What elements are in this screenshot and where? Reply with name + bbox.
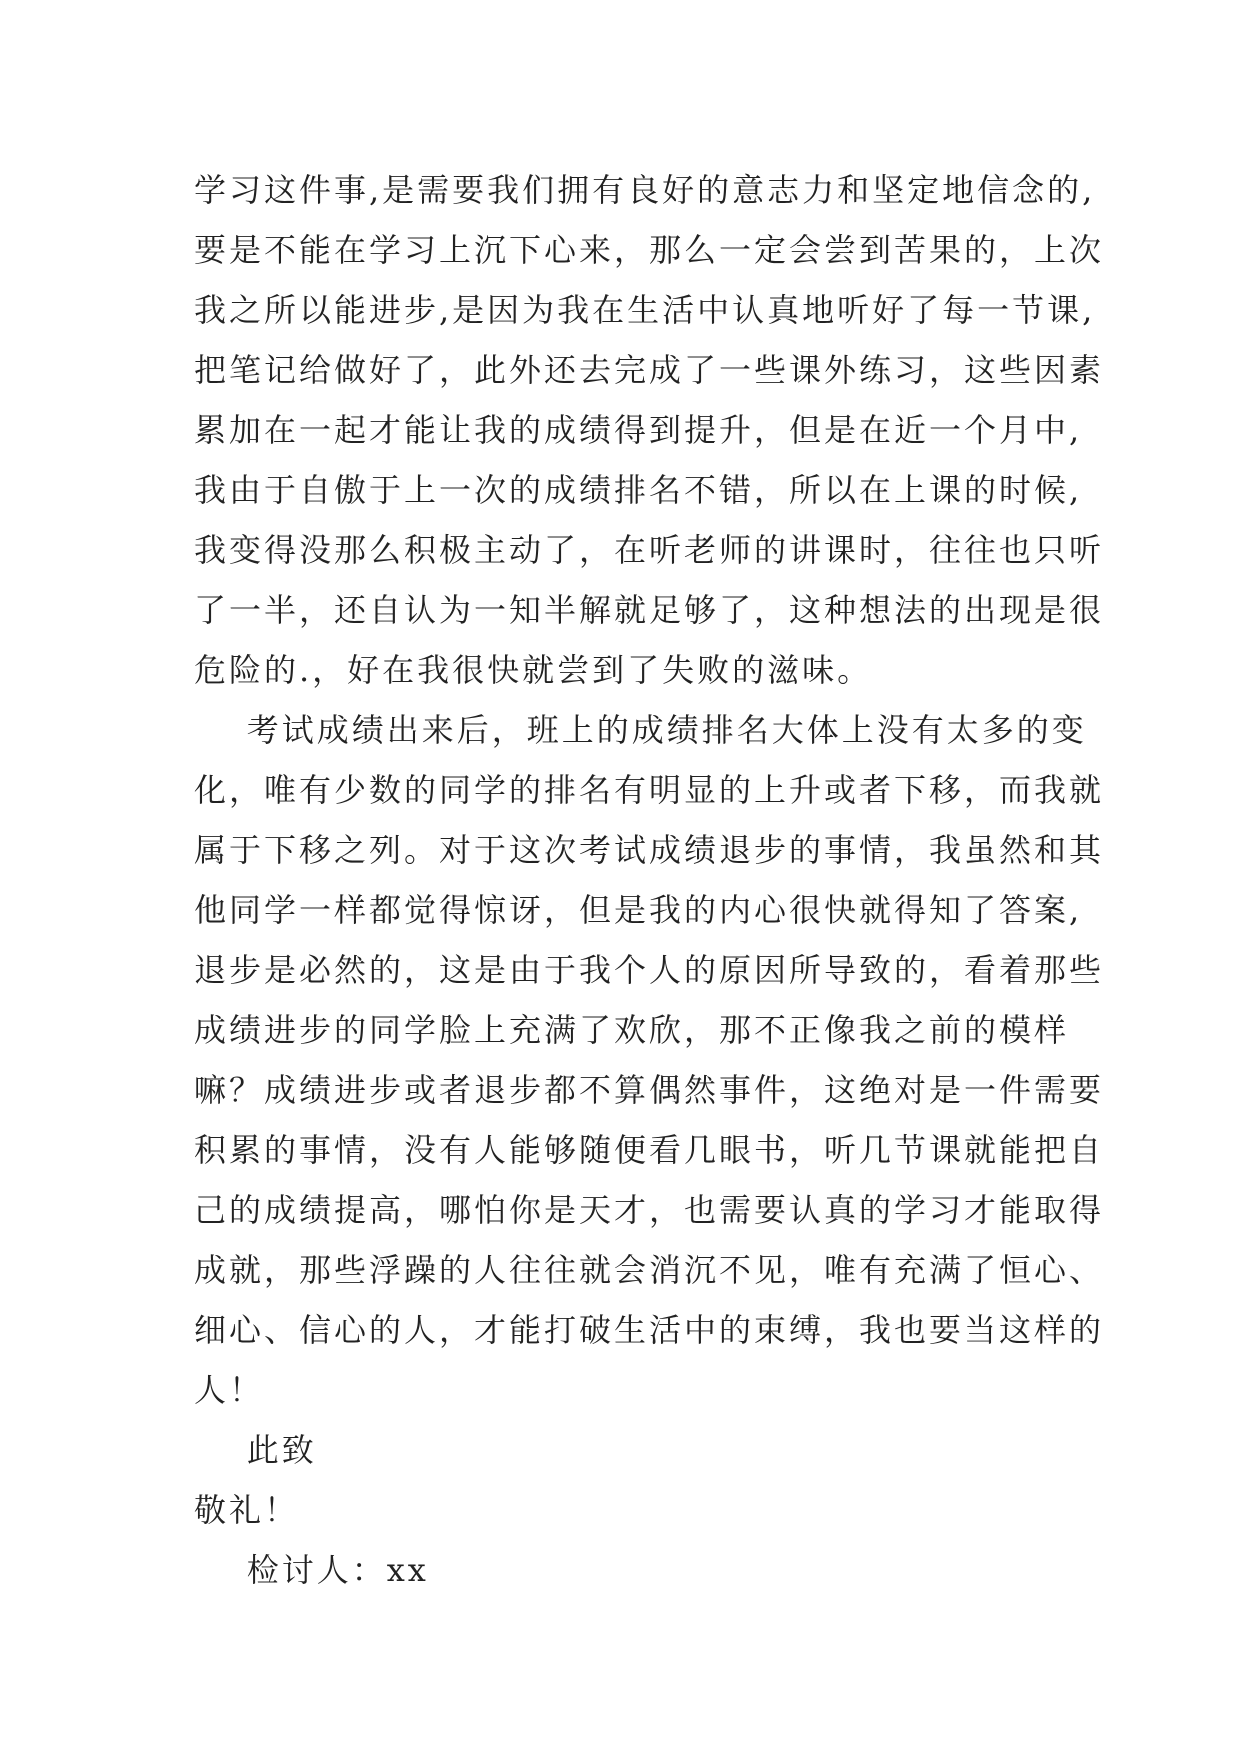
- salutation-line: 此致: [194, 1431, 317, 1469]
- body-line: 退步是必然的，这是由于我个人的原因所导致的，看着那些: [194, 951, 1105, 989]
- body-line: 化，唯有少数的同学的排名有明显的上升或者下移，而我就: [194, 771, 1105, 809]
- body-line: 成绩进步的同学脸上充满了欢欣，那不正像我之前的模样: [194, 1011, 1070, 1049]
- body-line: 我由于自傲于上一次的成绩排名不错，所以在上课的时候,: [194, 471, 1083, 509]
- body-line: 考试成绩出来后，班上的成绩排名大体上没有太多的变: [194, 711, 1087, 749]
- body-line: 细心、信心的人，才能打破生活中的束缚，我也要当这样的: [194, 1311, 1105, 1349]
- document-body: [194, 160, 1105, 1600]
- body-line: 了一半，还自认为一知半解就足够了，这种想法的出现是很: [194, 591, 1105, 629]
- body-line: 把笔记给做好了，此外还去完成了一些课外练习，这些因素: [194, 351, 1105, 389]
- body-line: 危险的.，好在我很快就尝到了失败的滋味。: [194, 651, 873, 689]
- body-line: 己的成绩提高，哪怕你是天才，也需要认真的学习才能取得: [194, 1191, 1105, 1229]
- body-line: 我之所以能进步,是因为我在生活中认真地听好了每一节课,: [194, 291, 1096, 329]
- body-line: 属于下移之列。对于这次考试成绩退步的事情，我虽然和其: [194, 831, 1105, 869]
- body-line: 嘛？成绩进步或者退步都不算偶然事件，这绝对是一件需要: [194, 1071, 1105, 1109]
- body-line: 成就，那些浮躁的人往往就会消沉不见，唯有充满了恒心、: [194, 1251, 1105, 1289]
- body-line: 学习这件事,是需要我们拥有良好的意志力和坚定地信念的,: [194, 171, 1096, 209]
- body-line: 要是不能在学习上沉下心来，那么一定会尝到苦果的，上次: [194, 231, 1105, 269]
- body-line: 人！: [194, 1371, 265, 1409]
- body-line: 累加在一起才能让我的成绩得到提升，但是在近一个月中,: [194, 411, 1083, 449]
- body-line: 我变得没那么积极主动了，在听老师的讲课时，往往也只听: [194, 531, 1105, 569]
- body-line: 积累的事情，没有人能够随便看几眼书，听几节课就能把自: [194, 1131, 1105, 1169]
- signature-line: 检讨人：xx: [194, 1551, 429, 1589]
- body-line: 他同学一样都觉得惊讶，但是我的内心很快就得知了答案,: [194, 891, 1083, 929]
- salutation-line: 敬礼！: [194, 1491, 300, 1529]
